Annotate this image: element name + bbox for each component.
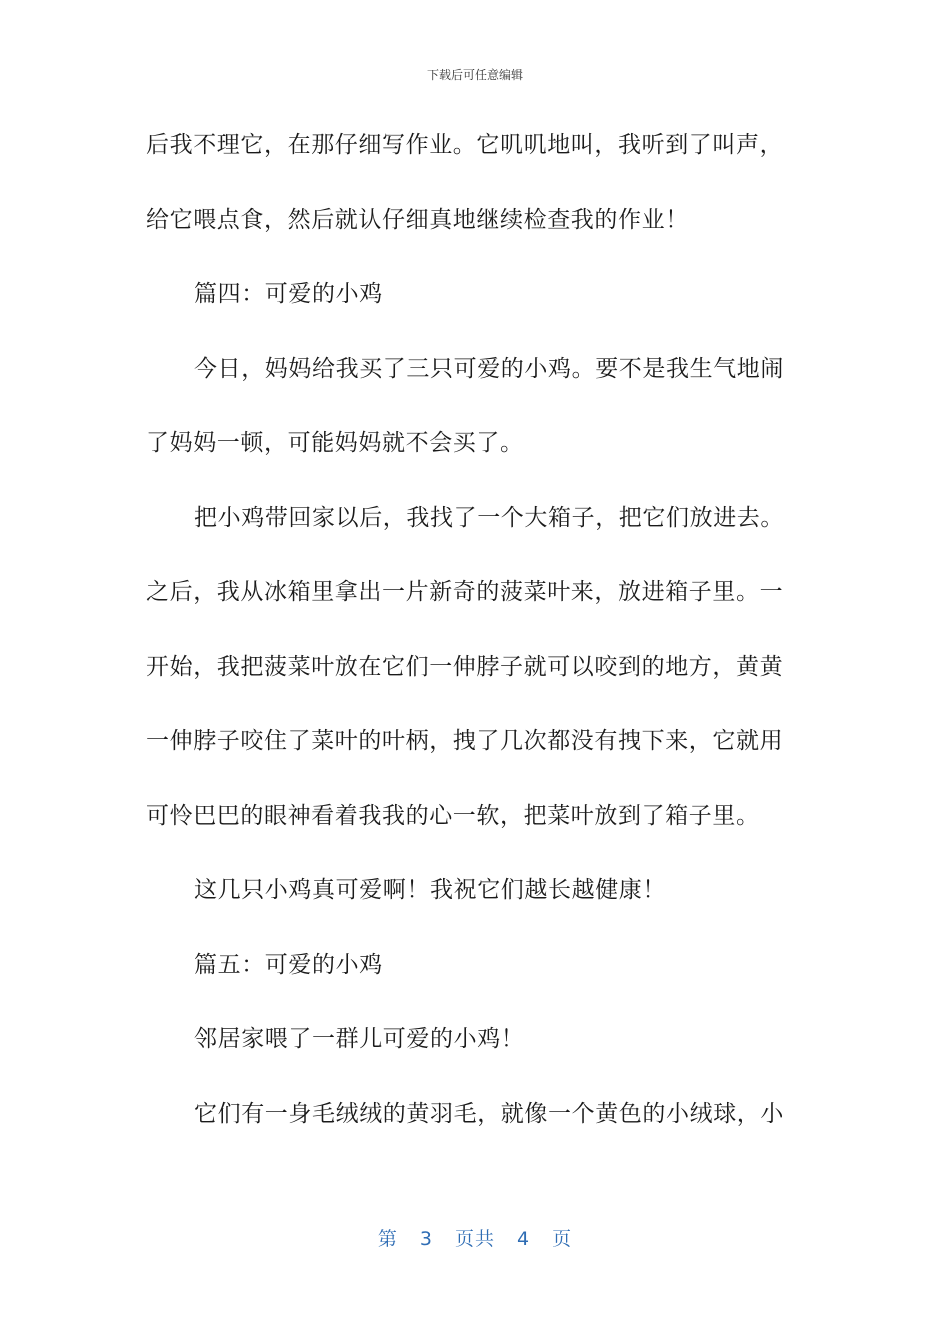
document-body [146, 125, 796, 1168]
text-line: 之后，我从冰箱里拿出一片新奇的菠菜叶来，放进箱子里。一 [146, 579, 784, 605]
page-header: 下载后可任意编辑 [426, 68, 523, 82]
text-line: 一伸脖子咬住了菜叶的叶柄，拽了几次都没有拽下来，它就用 [146, 728, 784, 754]
text-line: 可怜巴巴的眼神看着我我的心一软，把菜叶放到了箱子里。 [146, 802, 760, 829]
text-line: 了妈妈一顿，可能妈妈就不会买了。 [146, 430, 524, 456]
total-pages-number: 4 [517, 1228, 531, 1250]
section-heading: 篇五：可爱的小鸡 [194, 951, 383, 978]
text-line: 给它喂点食，然后就认仔细真地继续检查我的作业！ [146, 206, 689, 233]
text-line: 后我不理它，在那仔细写作业。它叽叽地叫，我听到了叫声， [146, 132, 784, 158]
text-line: 邻居家喂了一群儿可爱的小鸡！ [194, 1026, 525, 1052]
text-line: 今日，妈妈给我买了三只可爱的小鸡。要不是我生气地闹 [194, 355, 784, 382]
footer-middle: 页共 [454, 1228, 495, 1250]
footer-suffix: 页 [552, 1228, 573, 1250]
current-page-number: 3 [419, 1228, 433, 1250]
text-line: 把小鸡带回家以后，我找了一个大箱子，把它们放进去。 [194, 504, 784, 531]
footer-prefix: 第 [377, 1228, 398, 1250]
text-line: 开始，我把菠菜叶放在它们一伸脖子就可以咬到的地方，黄黄 [146, 653, 784, 680]
text-line: 这几只小鸡真可爱啊！我祝它们越长越健康！ [194, 877, 666, 903]
section-heading: 篇四：可爱的小鸡 [194, 281, 383, 307]
text-line: 它们有一身毛绒绒的黄羽毛，就像一个黄色的小绒球，小 [194, 1100, 784, 1127]
page-footer [0, 1224, 950, 1251]
